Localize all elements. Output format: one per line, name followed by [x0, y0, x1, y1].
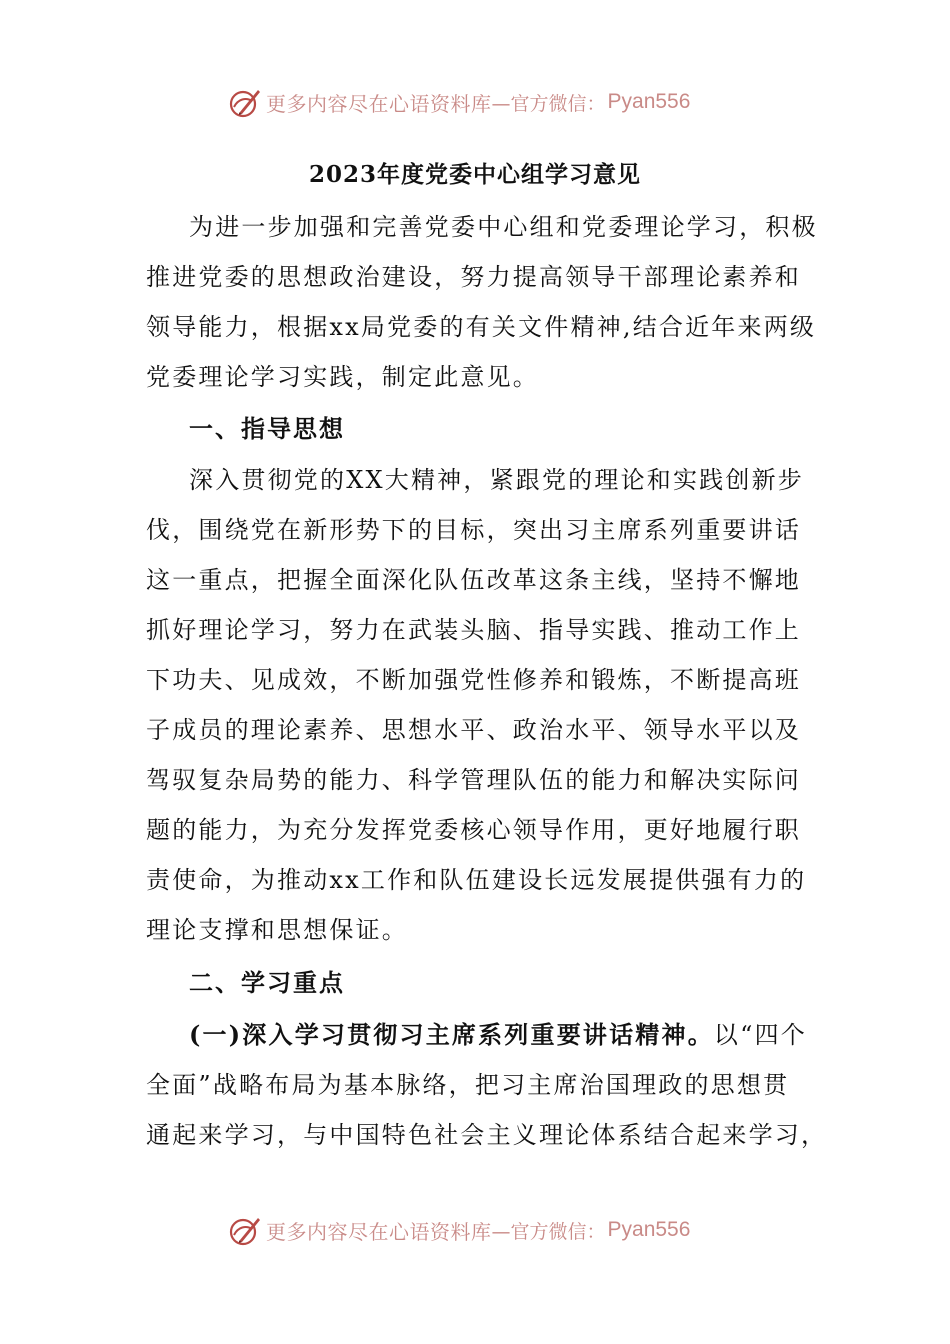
paragraph-line: 子成员的理论素养、思想水平、政治水平、领导水平以及 [146, 716, 801, 744]
paragraph-line: 下功夫、见成效，不断加强党性修养和锻炼，不断提高班 [146, 666, 801, 694]
paragraph-line: 推进党委的思想政治建设，努力提高领导干部理论素养和 [146, 263, 801, 291]
paragraph-line: 为进一步加强和完善党委中心组和党委理论学习，积极 [189, 213, 818, 241]
banner-wechat-id: Pyan556 [607, 90, 691, 113]
banner-wechat-id: Pyan556 [607, 1218, 691, 1241]
paragraph-line: 党委理论学习实践，制定此意见。 [146, 363, 539, 391]
paragraph-line: 深入贯彻党的XX大精神，紧跟党的理论和实践创新步 [189, 466, 804, 494]
pen-logo-icon [228, 1213, 262, 1247]
paragraph-line: 题的能力，为充分发挥党委核心领导作用，更好地履行职 [146, 816, 801, 844]
pen-logo-icon [228, 85, 262, 119]
item-lead-rest: 以“四个 [713, 1021, 807, 1049]
document-title: 2023年度党委中心组学习意见 [308, 161, 641, 188]
paragraph-line: 驾驭复杂局势的能力、科学管理队伍的能力和解决实际问 [146, 766, 801, 794]
paragraph-line: 理论支撑和思想保证。 [146, 916, 408, 944]
banner-text: 更多内容尽在心语资料库 [266, 1219, 492, 1244]
banner-separator: —官方微信： [491, 1220, 606, 1243]
paragraph-line: 这一重点，把握全面深化队伍改革这条主线，坚持不懈地 [146, 566, 801, 594]
section-heading: 二、学习重点 [189, 968, 345, 997]
paragraph-line: 通起来学习，与中国特色社会主义理论体系结合起来学习， [146, 1121, 828, 1149]
paragraph-line: 责使命，为推动xx工作和队伍建设长远发展提供强有力的 [146, 866, 807, 894]
paragraph-line: 伐，围绕党在新形势下的目标，突出习主席系列重要讲话 [146, 516, 801, 544]
footer-banner [228, 1210, 748, 1250]
paragraph-line: 抓好理论学习，努力在武装头脑、指导实践、推动工作上 [146, 616, 801, 644]
paragraph-line: 领导能力，根据xx局党委的有关文件精神,结合近年来两级 [146, 313, 817, 341]
header-banner [228, 82, 748, 122]
item-lead: (一)深入学习贯彻习主席系列重要讲话精神。 [189, 1020, 714, 1049]
banner-separator: —官方微信： [491, 92, 606, 115]
paragraph-line [189, 1018, 859, 1052]
section-heading: 一、指导思想 [189, 414, 345, 443]
banner-text: 更多内容尽在心语资料库 [266, 91, 492, 116]
paragraph-line: 全面”战略布局为基本脉络，把习主席治国理政的思想贯 [146, 1071, 790, 1099]
